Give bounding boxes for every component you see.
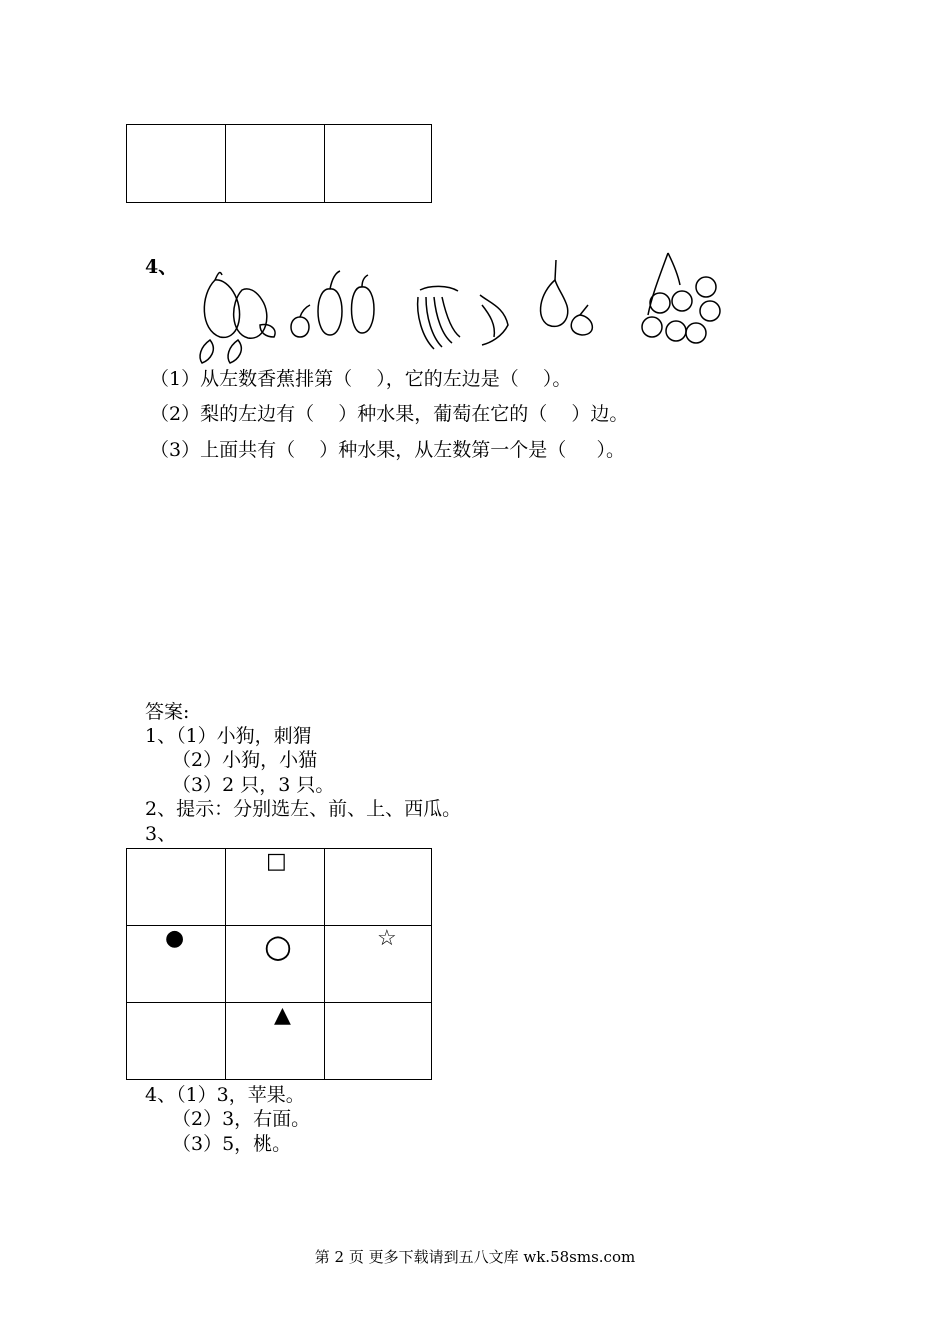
circle-symbol: ○: [264, 927, 292, 965]
answer-1-2: （2）小狗，小猫: [172, 749, 318, 771]
empty-answer-table: [126, 124, 432, 203]
question-4-1: （1）从左数香蕉排第（ ），它的左边是（ ）。: [150, 368, 572, 390]
answer-4-1: 4、（1）3，苹果。: [145, 1084, 305, 1106]
question-4-label: 4、: [145, 256, 178, 278]
table-cell: [127, 125, 226, 203]
question-4-3: （3）上面共有（ ）种水果，从左数第一个是（ ）。: [150, 439, 625, 461]
answer-3-grid: [126, 848, 432, 1080]
table-cell: [226, 125, 325, 203]
answer-3-label: 3、: [145, 823, 177, 845]
question-4-2: （2）梨的左边有（ ）种水果，葡萄在它的（ ）边。: [150, 403, 629, 425]
apple-icon: [291, 271, 374, 337]
answer-2: 2、提示：分别选左、前、上、西瓜。: [145, 798, 462, 820]
square-symbol: □: [266, 849, 287, 874]
grape-icon: [642, 253, 720, 343]
answer-4-3: （3）5，桃。: [172, 1133, 292, 1155]
peach-icon: [200, 273, 275, 363]
grid-cell: [127, 1003, 226, 1080]
triangle-symbol: ▲: [274, 1003, 291, 1028]
answer-4-2: （2）3，右面。: [172, 1108, 311, 1130]
grid-cell: [226, 1003, 325, 1080]
pear-icon: [541, 260, 593, 335]
grid-cell: [226, 849, 325, 926]
grid-cell: [127, 849, 226, 926]
grid-cell: [325, 926, 432, 1003]
answers-heading: 答案:: [145, 701, 190, 723]
banana-icon: [418, 286, 508, 349]
answer-1-1: 1、（1）小狗，刺猬: [145, 725, 312, 747]
fruit-illustration: [190, 245, 735, 370]
grid-cell: [226, 926, 325, 1003]
star-symbol: ☆: [377, 926, 397, 951]
table-cell: [325, 125, 432, 203]
grid-cell: [325, 849, 432, 926]
answer-1-3: （3）2 只，3 只。: [172, 774, 335, 796]
grid-cell: [325, 1003, 432, 1080]
grid-cell: [127, 926, 226, 1003]
page-footer: 第 2 页 更多下载请到五八文库 wk.58sms.com: [314, 1248, 636, 1266]
filled-circle-symbol: ●: [165, 926, 185, 951]
